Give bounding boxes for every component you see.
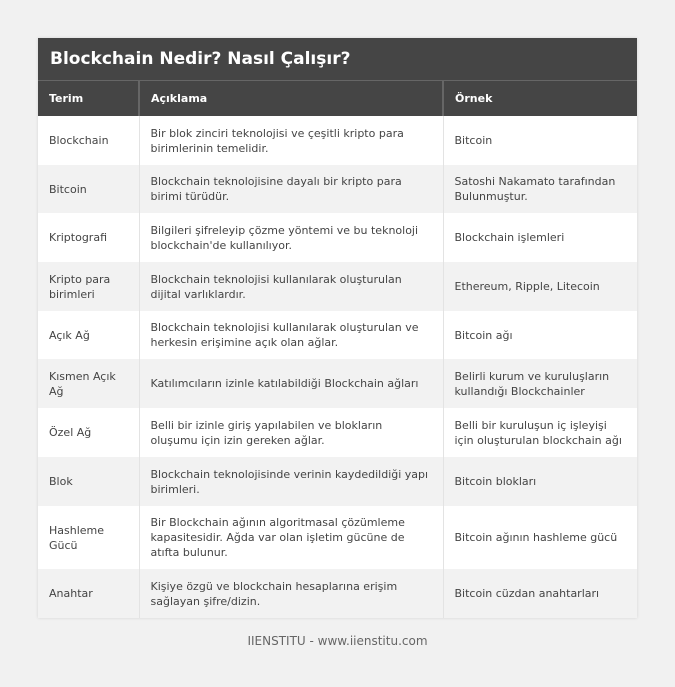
cell-description: Bir Blockchain ağının algoritmasal çözümleme kapasitesidir. Ağda var olan işletim gücüne de atıfta bulunur. bbox=[139, 506, 443, 569]
cell-example: Bitcoin ağının hashleme gücü bbox=[454, 531, 618, 544]
cell-description: Bilgileri şifreleyip çözme yöntemi ve bu teknoloji blockchain'de kullanılıyor. bbox=[139, 213, 443, 262]
header-row bbox=[38, 81, 637, 117]
cell-description: Belli bir izinle giriş yapılabilen ve blokların oluşumu için izin gereken ağlar. bbox=[139, 408, 443, 457]
table-row bbox=[38, 457, 637, 506]
table-row bbox=[38, 116, 637, 165]
cell-example: Ethereum, Ripple, Litecoin bbox=[454, 280, 600, 293]
table-card bbox=[38, 38, 637, 618]
table-title: Blockchain Nedir? Nasıl Çalışır? bbox=[38, 38, 637, 80]
table-row bbox=[38, 359, 637, 408]
cell-example: Bitcoin bbox=[454, 134, 493, 147]
cell-description: Blockchain teknolojisine dayalı bir kripto para birimi türüdür. bbox=[139, 165, 443, 213]
header-description: Açıklama bbox=[139, 81, 443, 117]
cell-description: Blockchain teknolojisi kullanılarak oluşturulan ve herkesin erişimine açık olan ağlar. bbox=[139, 311, 443, 359]
table-row bbox=[38, 213, 637, 262]
cell-example: Belirli kurum ve kuruluşların kullandığı Blockchainler bbox=[454, 369, 610, 398]
table-row bbox=[38, 408, 637, 457]
cell-term: Kriptografi bbox=[38, 213, 139, 262]
cell-term: Hashleme Gücü bbox=[38, 506, 139, 569]
cell-term: Özel Ağ bbox=[38, 408, 139, 457]
cell-description: Bir blok zinciri teknolojisi ve çeşitli kripto para birimlerinin temelidir. bbox=[139, 116, 443, 165]
cell-example: Blockchain işlemleri bbox=[454, 231, 565, 244]
header-example: Örnek bbox=[443, 81, 637, 117]
cell-term: Açık Ağ bbox=[38, 311, 139, 359]
header-term: Terim bbox=[38, 81, 139, 117]
table-row bbox=[38, 311, 637, 359]
cell-term: Kısmen Açık Ağ bbox=[38, 359, 139, 408]
cell-example: Satoshi Nakamato tarafından Bulunmuştur. bbox=[454, 175, 616, 203]
cell-example: Bitcoin blokları bbox=[454, 475, 537, 488]
cell-description: Blockchain teknolojisinde verinin kaydedildiği yapı birimleri. bbox=[139, 457, 443, 506]
table-row bbox=[38, 506, 637, 569]
cell-term: Bitcoin bbox=[38, 165, 139, 213]
cell-example: Belli bir kuruluşun iç işleyişi için oluşturulan blockchain ağı bbox=[454, 418, 622, 447]
cell-example: Bitcoin cüzdan anahtarları bbox=[454, 587, 600, 600]
table-row bbox=[38, 165, 637, 213]
cell-term: Blok bbox=[38, 457, 139, 506]
table-row bbox=[38, 569, 637, 618]
cell-description: Kişiye özgü ve blockchain hesaplarına erişim sağlayan şifre/dizin. bbox=[139, 569, 443, 618]
cell-term: Blockchain bbox=[38, 116, 139, 165]
cell-example: Bitcoin ağı bbox=[454, 328, 513, 342]
blockchain-table bbox=[38, 80, 637, 618]
table-row bbox=[38, 262, 637, 311]
cell-term: Anahtar bbox=[38, 569, 139, 618]
cell-term: Kripto para birimleri bbox=[38, 262, 139, 311]
footer-credit: IIENSTITU - www.iienstitu.com bbox=[247, 634, 428, 648]
cell-description: Katılımcıların izinle katılabildiği Blockchain ağları bbox=[139, 359, 443, 408]
cell-description: Blockchain teknolojisi kullanılarak oluşturulan dijital varlıklardır. bbox=[139, 262, 443, 311]
